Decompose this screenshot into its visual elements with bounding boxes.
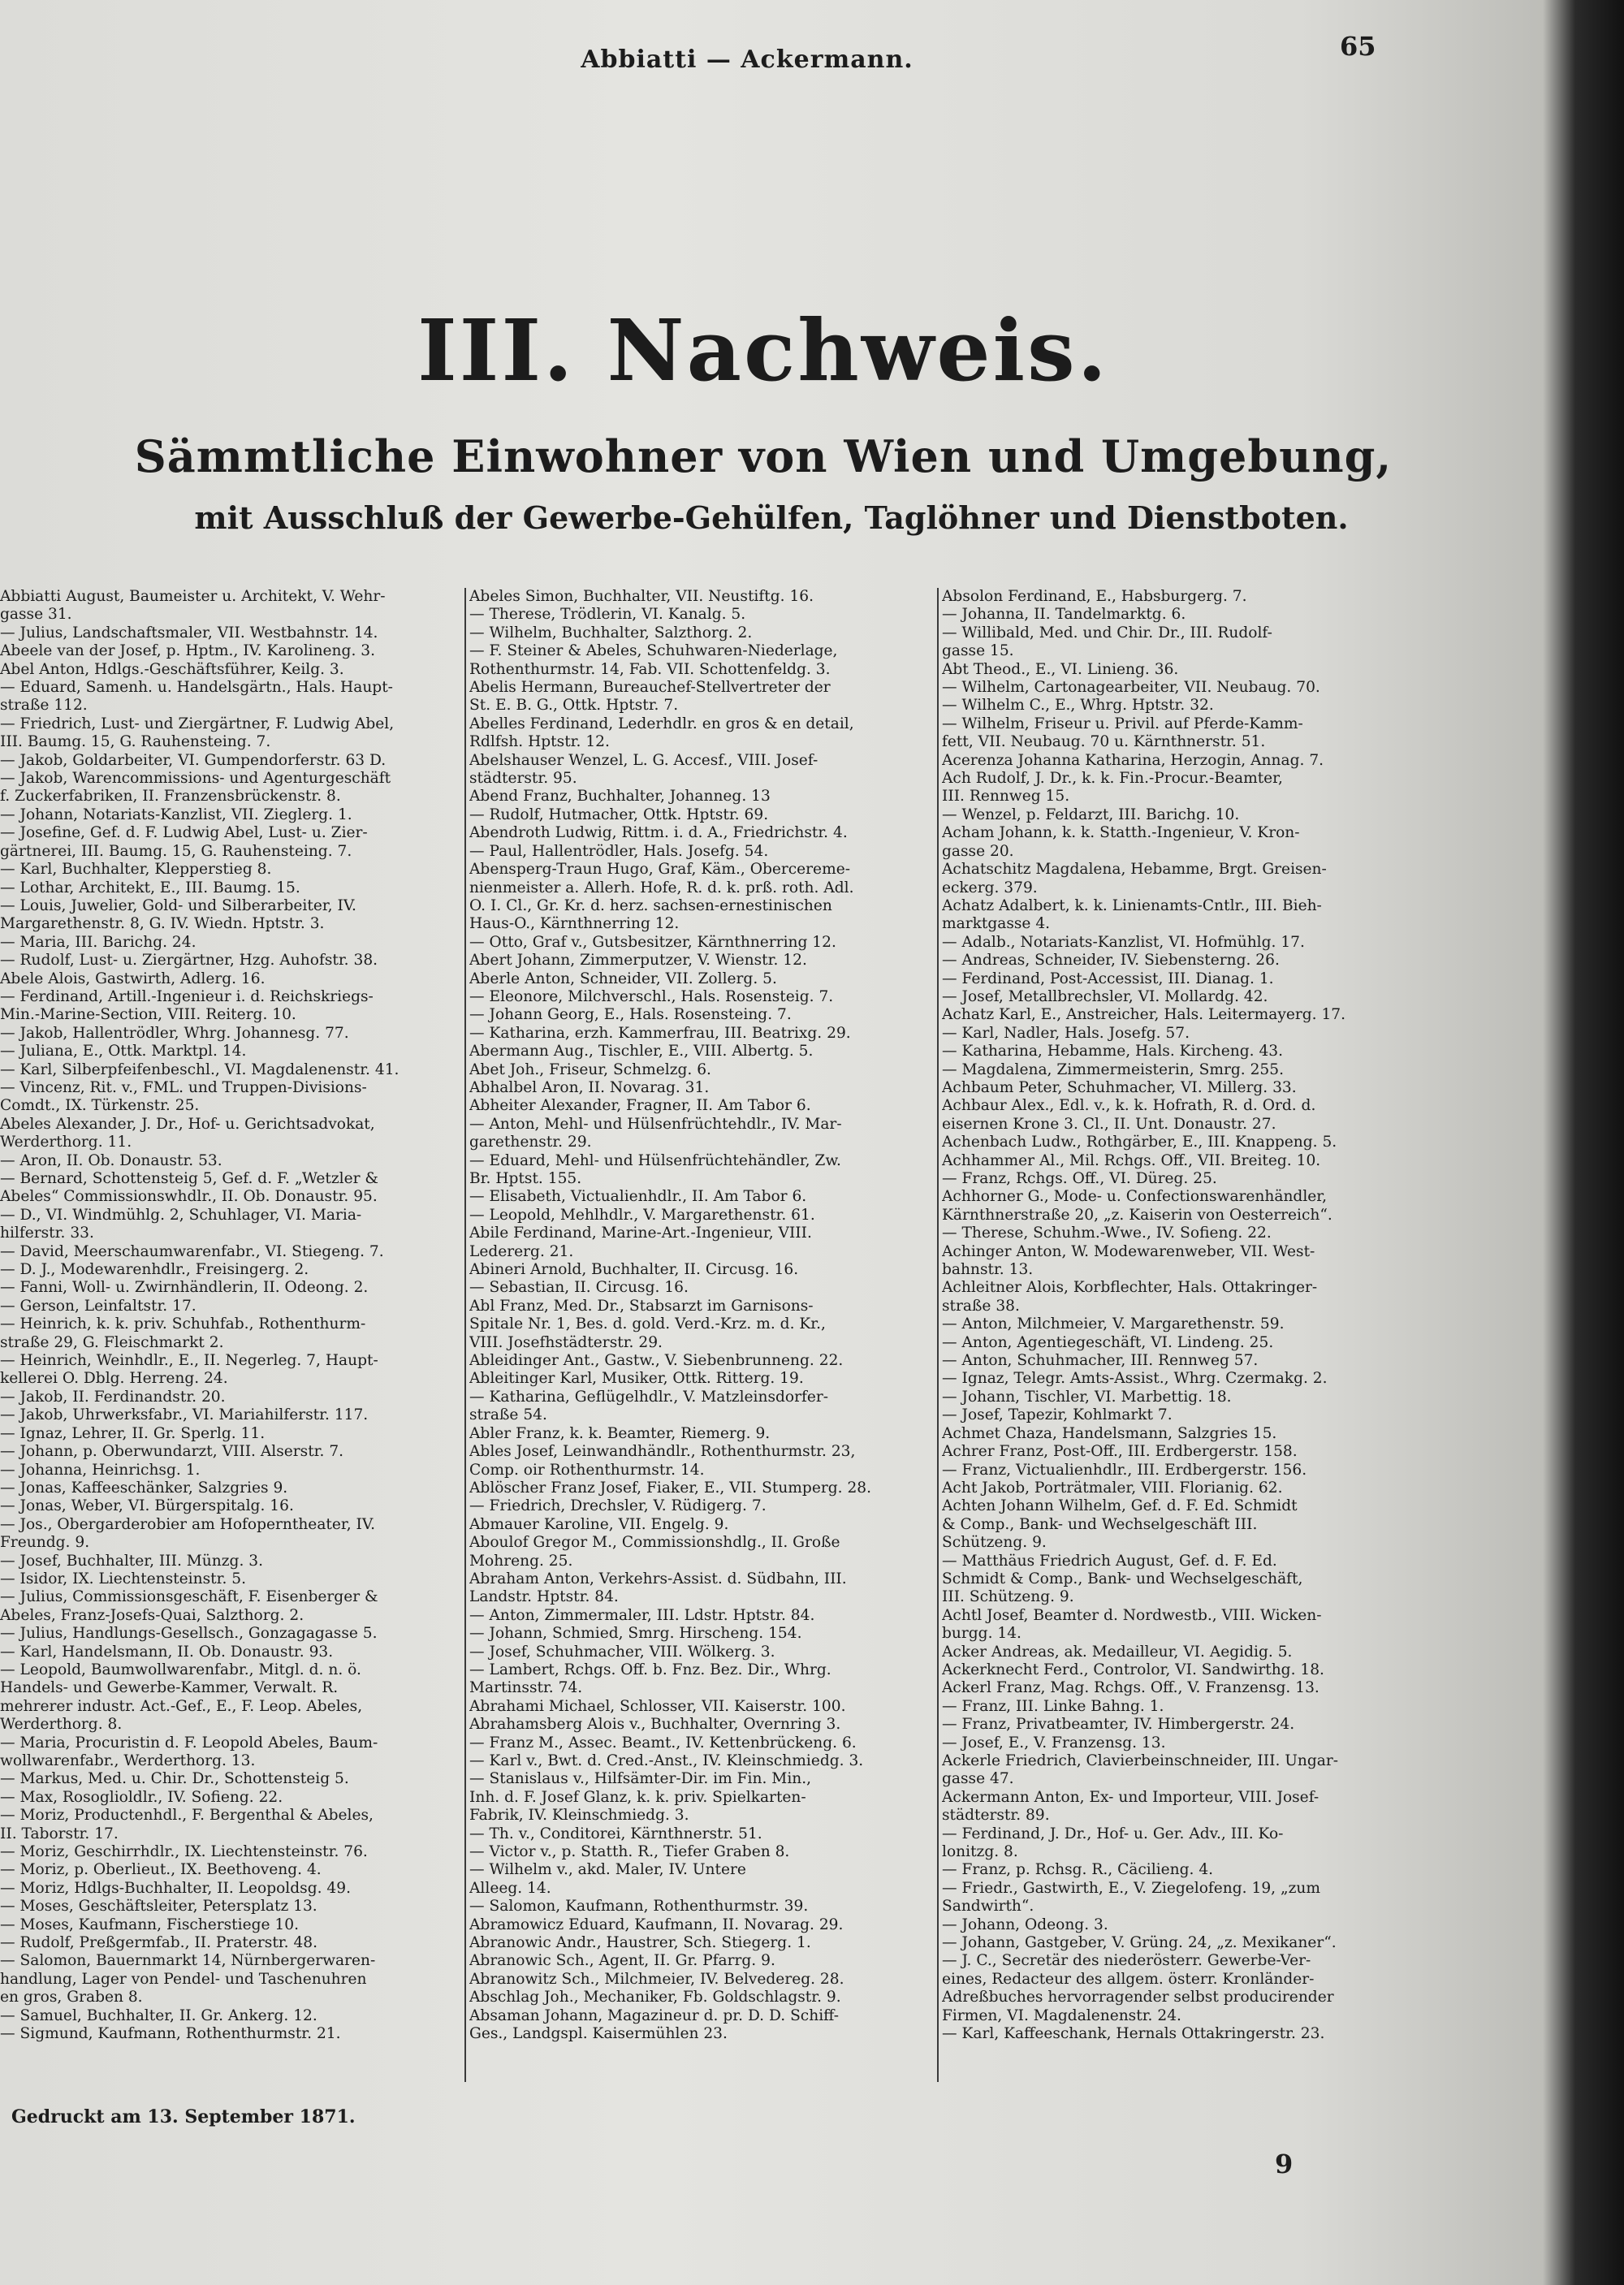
directory-entry-line: Achatschitz Magdalena, Hebamme, Brgt. Greisen-: [942, 861, 1327, 879]
directory-entry-line: — Andreas, Schneider, IV. Siebensterng. 26.: [942, 952, 1280, 970]
directory-entry-line: — Leopold, Mehlhdlr., V. Margarethenstr. 61.: [469, 1206, 815, 1224]
directory-entry-line: — Eleonore, Milchverschl., Hals. Rosensteig. 7.: [469, 987, 834, 1005]
directory-entry-line: — Jakob, II. Ferdinandstr. 20.: [0, 1388, 226, 1406]
directory-entry-line: — Jakob, Hallentrödler, Whrg. Johannesg. 77.: [0, 1024, 349, 1042]
directory-entry-line: Abeles Simon, Buchhalter, VII. Neustiftg. 16.: [469, 588, 814, 605]
directory-entry-line: Schützeng. 9.: [942, 1534, 1047, 1552]
directory-entry-line: — Rudolf, Hutmacher, Ottk. Hptstr. 69.: [469, 806, 769, 823]
directory-entry-line: Abheiter Alexander, Fragner, II. Am Tabor 6.: [469, 1097, 811, 1115]
directory-entry-line: Abrahamsberg Alois v., Buchhalter, Overnring 3.: [469, 1716, 841, 1734]
directory-entry-line: Abeles“ Commissionswhdlr., II. Ob. Donaustr. 95.: [0, 1188, 378, 1206]
directory-entry-line: — Franz, Rchgs. Off., VI. Düreg. 25.: [942, 1170, 1217, 1187]
directory-entry-line: nienmeister a. Allerh. Hofe, R. d. k. prß. roth. Adl.: [469, 879, 854, 896]
directory-entry-line: Abraham Anton, Verkehrs-Assist. d. Südbahn, III.: [469, 1570, 847, 1587]
directory-entry-line: Ablöscher Franz Josef, Fiaker, E., VII. Stumperg. 28.: [469, 1479, 872, 1497]
directory-entry-line: — Magdalena, Zimmermeisterin, Smrg. 255.: [942, 1060, 1284, 1078]
directory-entry-line: — Wilhelm, Friseur u. Privil. auf Pferde-Kamm-: [942, 715, 1303, 732]
section-subtitle: Sämmtliche Einwohner von Wien und Umgebung,: [134, 430, 1393, 482]
directory-entry-line: Abermann Aug., Tischler, E., VIII. Albertg. 5.: [469, 1043, 814, 1060]
directory-entry-line: — Leopold, Baumwollwarenfabr., Mitgl. d. n. ö.: [0, 1661, 361, 1678]
directory-entry-line: eckerg. 379.: [942, 879, 1038, 896]
directory-entry-line: Abramowicz Eduard, Kaufmann, II. Novarag. 29.: [469, 1916, 844, 1933]
directory-entry-line: — Gerson, Leinfaltstr. 17.: [0, 1297, 197, 1315]
directory-entry-line: Absaman Johann, Magazineur d. pr. D. D. Schiff-: [469, 2006, 839, 2024]
directory-entry-line: Ackermann Anton, Ex- und Importeur, VIII. Josef-: [942, 1788, 1320, 1806]
directory-entry-line: gärtnerei, III. Baumg. 15, G. Rauhensteing. 7.: [0, 842, 352, 860]
directory-entry-line: Ges., Landgspl. Kaisermühlen 23.: [469, 2025, 728, 2043]
directory-entry-line: — Therese, Schuhm.-Wwe., IV. Sofieng. 22.: [942, 1225, 1272, 1242]
directory-column-1: [0, 588, 461, 2082]
directory-entry-line: — Franz, p. Rchsg. R., Cäcilieng. 4.: [942, 1861, 1214, 1879]
directory-entry-line: Abeles Alexander, J. Dr., Hof- u. Gerichtsadvokat,: [0, 1115, 375, 1133]
directory-entry-line: Abrahami Michael, Schlosser, VII. Kaiserstr. 100.: [469, 1697, 846, 1715]
directory-entry-line: Abineri Arnold, Buchhalter, II. Circusg. 16.: [469, 1261, 799, 1279]
directory-entry-line: — Wenzel, p. Feldarzt, III. Barichg. 10.: [942, 806, 1240, 823]
directory-entry-line: handlung, Lager von Pendel- und Taschenuhren: [0, 1970, 367, 1988]
directory-entry-line: III. Baumg. 15, G. Rauhensteing. 7.: [0, 733, 271, 751]
directory-entry-line: — Johann, Notariats-Kanzlist, VII. Zieglerg. 1.: [0, 806, 352, 823]
directory-entry-line: & Comp., Bank- und Wechselgeschäft III.: [942, 1515, 1258, 1533]
directory-entry-line: — Moriz, Productenhdl., F. Bergenthal & Abeles,: [0, 1807, 374, 1825]
directory-entry-line: Alleeg. 14.: [469, 1879, 551, 1897]
directory-entry-line: Acerenza Johanna Katharina, Herzogin, Annag. 7.: [942, 751, 1324, 769]
column-rule: [937, 588, 939, 2082]
directory-entry-line: Achatz Karl, E., Anstreicher, Hals. Leitermayerg. 17.: [942, 1006, 1346, 1024]
directory-entry-line: — Julius, Landschaftsmaler, VII. Westbahnstr. 14.: [0, 624, 378, 641]
directory-entry-line: Ach Rudolf, J. Dr., k. k. Fin.-Procur.-Beamter,: [942, 770, 1283, 788]
directory-entry-line: Achenbach Ludw., Rothgärber, E., III. Knappeng. 5.: [942, 1134, 1337, 1151]
directory-entry-line: — Karl, Silberpfeifenbeschl., VI. Magdalenenstr. 41.: [0, 1060, 400, 1078]
directory-entry-line: — Jakob, Goldarbeiter, VI. Gumpendorferstr. 63 D.: [0, 751, 387, 769]
directory-entry-line: Abelis Hermann, Bureauchef-Stellvertreter der: [469, 679, 831, 697]
directory-entry-line: — Johann, Schmied, Smrg. Hirscheng. 154.: [469, 1625, 802, 1643]
directory-entry-line: Achbaur Alex., Edl. v., k. k. Hofrath, R. d. Ord. d.: [942, 1097, 1316, 1115]
directory-entry-line: Abbiatti August, Baumeister u. Architekt, V. Wehr-: [0, 588, 386, 605]
directory-entry-line: straße 112.: [0, 697, 88, 715]
directory-entry-line: — Ferdinand, J. Dr., Hof- u. Ger. Adv., III. Ko-: [942, 1825, 1284, 1842]
directory-entry-line: — Franz, Victualienhdlr., III. Erdbergerstr. 156.: [942, 1461, 1307, 1479]
directory-entry-line: — Julius, Handlungs-Gesellsch., Gonzagagasse 5.: [0, 1625, 378, 1643]
directory-entry-line: Abend Franz, Buchhalter, Johanneg. 13: [469, 788, 771, 806]
directory-entry-line: — Katharina, erzh. Kammerfrau, III. Beatrixg. 29.: [469, 1024, 851, 1042]
directory-entry-line: — Josef, E., V. Franzensg. 13.: [942, 1734, 1166, 1752]
directory-entry-line: — Ignaz, Lehrer, II. Gr. Sperlg. 11.: [0, 1424, 266, 1442]
directory-entry-line: — Paul, Hallentrödler, Hals. Josefg. 54.: [469, 842, 769, 860]
directory-entry-line: O. I. Cl., Gr. Kr. d. herz. sachsen-ernestinischen: [469, 896, 832, 914]
directory-entry-line: lonitzg. 8.: [942, 1843, 1018, 1861]
page-header: [0, 31, 1527, 80]
directory-entry-line: straße 38.: [942, 1297, 1020, 1315]
directory-entry-line: Inh. d. F. Josef Glanz, k. k. priv. Spielkarten-: [469, 1788, 806, 1806]
directory-entry-line: städterstr. 89.: [942, 1807, 1050, 1825]
directory-entry-line: Abranowic Andr., Haustrer, Sch. Stiegerg. 1.: [469, 1934, 811, 1952]
directory-entry-line: — Jakob, Warencommissions- und Agenturgeschäft: [0, 770, 391, 788]
directory-entry-line: — Sigmund, Kaufmann, Rothenthurmstr. 21.: [0, 2025, 341, 2043]
directory-entry-line: fett, VII. Neubaug. 70 u. Kärnthnerstr. 51.: [942, 733, 1266, 751]
directory-entry-line: — Jonas, Kaffeeschänker, Salzgries 9.: [0, 1479, 288, 1497]
directory-entry-line: — Friedrich, Drechsler, V. Rüdigerg. 7.: [469, 1497, 767, 1515]
directory-entry-line: Abensperg-Traun Hugo, Graf, Käm., Obercereme-: [469, 861, 850, 879]
directory-entry-line: Rothenthurmstr. 14, Fab. VII. Schottenfeldg. 3.: [469, 660, 831, 678]
directory-entry-line: Ackerknecht Ferd., Controlor, VI. Sandwirthg. 18.: [942, 1661, 1324, 1678]
directory-entry-line: Abel Anton, Hdlgs.-Geschäftsführer, Keilg. 3.: [0, 660, 344, 678]
directory-entry-line: — Johann, Odeong. 3.: [942, 1916, 1108, 1933]
directory-entry-line: — Victor v., p. Statth. R., Tiefer Graben 8.: [469, 1843, 790, 1861]
directory-entry-line: Werderthorg. 8.: [0, 1716, 123, 1734]
directory-entry-line: straße 54.: [469, 1406, 547, 1424]
directory-entry-line: Achtl Josef, Beamter d. Nordwestb., VIII. Wicken-: [942, 1606, 1322, 1624]
directory-entry-line: II. Taborstr. 17.: [0, 1825, 119, 1842]
directory-entry-line: — Johann Georg, E., Hals. Rosensteing. 7.: [469, 1006, 792, 1024]
directory-entry-line: — Markus, Med. u. Chir. Dr., Schottensteig 5.: [0, 1770, 349, 1788]
directory-entry-line: Achhammer Al., Mil. Rchgs. Off., VII. Breiteg. 10.: [942, 1151, 1321, 1169]
directory-entry-line: — Fanni, Woll- u. Zwirnhändlerin, II. Odeong. 2.: [0, 1279, 369, 1297]
directory-entry-line: — Anton, Zimmermaler, III. Ldstr. Hptstr. 84.: [469, 1606, 815, 1624]
directory-entry-line: Ableidinger Ant., Gastw., V. Siebenbrunneng. 22.: [469, 1352, 844, 1370]
directory-entry-line: — Ignaz, Telegr. Amts-Assist., Whrg. Czermakg. 2.: [942, 1370, 1328, 1388]
directory-entry-line: Abhalbel Aron, II. Novarag. 31.: [469, 1078, 710, 1096]
directory-entry-line: — Josef, Metallbrechsler, VI. Mollardg. 42.: [942, 987, 1268, 1005]
running-title: Abbiatti — Ackermann.: [581, 45, 914, 74]
directory-entry-line: straße 29, G. Fleischmarkt 2.: [0, 1333, 224, 1351]
directory-entry-line: — Rudolf, Preßgermfab., II. Praterstr. 48.: [0, 1934, 318, 1952]
directory-entry-line: — Moses, Geschäftsleiter, Petersplatz 13.: [0, 1898, 317, 1916]
directory-entry-line: — Wilhelm v., akd. Maler, IV. Untere: [469, 1861, 746, 1879]
directory-entry-line: Margarethenstr. 8, G. IV. Wiedn. Hptstr. 3.: [0, 915, 325, 933]
directory-entry-line: — Aron, II. Ob. Donaustr. 53.: [0, 1151, 222, 1169]
directory-entry-line: — Heinrich, k. k. priv. Schuhfab., Rothenthurm-: [0, 1315, 366, 1333]
directory-entry-line: Min.-Marine-Section, VIII. Reiterg. 10.: [0, 1006, 296, 1024]
directory-entry-line: — Friedr., Gastwirth, E., V. Ziegelofeng. 19, „zum: [942, 1879, 1321, 1897]
directory-entry-line: mehrerer industr. Act.-Gef., E., F. Leop. Abeles,: [0, 1697, 363, 1715]
directory-entry-line: Achrer Franz, Post-Off., III. Erdbergerstr. 158.: [942, 1443, 1298, 1461]
directory-entry-line: eines, Redacteur des allgem. österr. Kronländer-: [942, 1970, 1315, 1988]
directory-entry-line: Achinger Anton, W. Modewarenweber, VII. West-: [942, 1242, 1315, 1260]
directory-entry-line: — Lothar, Architekt, E., III. Baumg. 15.: [0, 879, 300, 896]
directory-entry-line: Ackerl Franz, Mag. Rchgs. Off., V. Franzensg. 13.: [942, 1679, 1320, 1697]
directory-entry-line: — Moriz, p. Oberlieut., IX. Beethoveng. 4.: [0, 1861, 322, 1879]
directory-entry-line: — Wilhelm, Cartonagearbeiter, VII. Neubaug. 70.: [942, 679, 1320, 697]
page-number: 65: [1340, 31, 1376, 62]
directory-entry-line: — Katharina, Geflügelhdlr., V. Matzleinsdorfer-: [469, 1388, 829, 1406]
directory-entry-line: — Karl, Handelsmann, II. Ob. Donaustr. 93.: [0, 1643, 334, 1661]
directory-entry-line: Schmidt & Comp., Bank- und Wechselgeschäft,: [942, 1570, 1303, 1587]
directory-entry-line: — Johanna, II. Tandelmarktg. 6.: [942, 606, 1186, 624]
directory-entry-line: Abeles, Franz-Josefs-Quai, Salzthorg. 2.: [0, 1606, 304, 1624]
directory-entry-line: Abl Franz, Med. Dr., Stabsarzt im Garnisons-: [469, 1297, 814, 1315]
directory-entry-line: Abelshauser Wenzel, L. G. Accesf., VIII. Josef-: [469, 751, 818, 769]
directory-entry-line: Fabrik, IV. Kleinschmiedg. 3.: [469, 1807, 689, 1825]
directory-entry-line: Freundg. 9.: [0, 1534, 90, 1552]
directory-entry-line: Achatz Adalbert, k. k. Linienamts-Cntlr., III. Bieh-: [942, 896, 1322, 914]
directory-entry-line: Abelles Ferdinand, Lederhdlr. en gros & en detail,: [469, 715, 854, 732]
directory-entry-line: — Anton, Milchmeier, V. Margarethenstr. 59.: [942, 1315, 1285, 1333]
directory-entry-line: Abschlag Joh., Mechaniker, Fb. Goldschlagstr. 9.: [469, 1989, 841, 2006]
directory-entry-line: Abendroth Ludwig, Rittm. i. d. A., Friedrichstr. 4.: [469, 824, 848, 842]
directory-entry-line: Acham Johann, k. k. Statth.-Ingenieur, V. Kron-: [942, 824, 1300, 842]
directory-entry-line: Ackerle Friedrich, Clavierbeinschneider, III. Ungar-: [942, 1752, 1339, 1769]
directory-entry-line: Achleitner Alois, Korbflechter, Hals. Ottakringer-: [942, 1279, 1318, 1297]
directory-entry-line: — Johanna, Heinrichsg. 1.: [0, 1461, 201, 1479]
directory-entry-line: gasse 47.: [942, 1770, 1014, 1788]
directory-entry-line: wollwarenfabr., Werderthorg. 13.: [0, 1752, 256, 1769]
directory-entry-line: — Karl v., Bwt. d. Cred.-Anst., IV. Kleinschmiedg. 3.: [469, 1752, 864, 1769]
directory-entry-line: — Th. v., Conditorei, Kärnthnerstr. 51.: [469, 1825, 762, 1842]
directory-entry-line: St. E. B. G., Ottk. Hptstr. 7.: [469, 697, 679, 715]
directory-entry-line: Aboulof Gregor M., Commissionshdlg., II. Große: [469, 1534, 840, 1552]
directory-entry-line: — Anton, Schuhmacher, III. Rennweg 57.: [942, 1352, 1259, 1370]
directory-entry-line: Landstr. Hptstr. 84.: [469, 1588, 619, 1606]
directory-entry-line: Adreßbuches hervorragender selbst producirender: [942, 1989, 1334, 2006]
directory-entry-line: Comp. oir Rothenthurmstr. 14.: [469, 1461, 705, 1479]
directory-entry-line: gasse 15.: [942, 642, 1014, 660]
directory-entry-line: — David, Meerschaumwarenfabr., VI. Stiegeng. 7.: [0, 1242, 384, 1260]
directory-entry-line: en gros, Graben 8.: [0, 1989, 143, 2006]
directory-entry-line: — Karl, Nadler, Hals. Josefg. 57.: [942, 1024, 1190, 1042]
directory-entry-line: — Salomon, Kaufmann, Rothenthurmstr. 39.: [469, 1898, 809, 1916]
directory-entry-line: Abler Franz, k. k. Beamter, Riemerg. 9.: [469, 1424, 771, 1442]
directory-entry-line: — Louis, Juwelier, Gold- und Silberarbeiter, IV.: [0, 896, 356, 914]
directory-entry-line: — Matthäus Friedrich August, Gef. d. F. Ed.: [942, 1552, 1277, 1570]
directory-entry-line: Achmet Chaza, Handelsmann, Salzgries 15.: [942, 1424, 1277, 1442]
directory-column-2: [469, 588, 931, 2082]
directory-entry-line: — Friedrich, Lust- und Ziergärtner, F. Ludwig Abel,: [0, 715, 395, 732]
directory-entry-line: Rdlfsh. Hptstr. 12.: [469, 733, 610, 751]
directory-entry-line: Martinsstr. 74.: [469, 1679, 583, 1697]
signature-mark: 9: [1275, 2149, 1294, 2179]
directory-entry-line: — Franz, III. Linke Bahng. 1.: [942, 1697, 1164, 1715]
directory-entry-line: f. Zuckerfabriken, II. Franzensbrückenstr. 8.: [0, 788, 341, 806]
directory-entry-line: Achten Johann Wilhelm, Gef. d. F. Ed. Schmidt: [942, 1497, 1298, 1515]
directory-entry-line: Haus-O., Kärnthnerring 12.: [469, 915, 680, 933]
directory-entry-line: Ables Josef, Leinwandhändlr., Rothenthurmstr. 23,: [469, 1443, 856, 1461]
directory-entry-line: Absolon Ferdinand, E., Habsburgerg. 7.: [942, 588, 1247, 605]
directory-entry-line: Abet Joh., Friseur, Schmelzg. 6.: [469, 1060, 711, 1078]
directory-entry-line: — Elisabeth, Victualienhdlr., II. Am Tabor 6.: [469, 1188, 807, 1206]
directory-entry-line: — Jos., Obergarderobier am Hofoperntheater, IV.: [0, 1515, 375, 1533]
directory-entry-line: — Franz, Privatbeamter, IV. Himbergerstr. 24.: [942, 1716, 1295, 1734]
directory-entry-line: — Jakob, Uhrwerksfabr., VI. Mariahilferstr. 117.: [0, 1406, 369, 1424]
directory-entry-line: Spitale Nr. 1, Bes. d. gold. Verd.-Krz. m. d. Kr.,: [469, 1315, 826, 1333]
section-subtitle-secondary: mit Ausschluß der Gewerbe-Gehülfen, Taglöhner und Dienstboten.: [194, 499, 1349, 536]
directory-column-3: [942, 588, 1403, 2082]
directory-entry-line: städterstr. 95.: [469, 770, 577, 788]
directory-entry-line: — Josef, Buchhalter, III. Münzg. 3.: [0, 1552, 264, 1570]
directory-entry-line: III. Rennweg 15.: [942, 788, 1070, 806]
directory-entry-line: Ableitinger Karl, Musiker, Ottk. Ritterg. 19.: [469, 1370, 804, 1388]
directory-entry-line: Achhorner G., Mode- u. Confectionswarenhändler,: [942, 1188, 1328, 1206]
section-title: III. Nachweis.: [417, 300, 1109, 400]
directory-entry-line: — Jonas, Weber, VI. Bürgerspitalg. 16.: [0, 1497, 294, 1515]
directory-entry-line: garethenstr. 29.: [469, 1134, 592, 1151]
directory-entry-line: — Otto, Graf v., Gutsbesitzer, Kärnthnerring 12.: [469, 933, 836, 951]
directory-entry-line: — Josef, Schuhmacher, VIII. Wölkerg. 3.: [469, 1643, 775, 1661]
directory-entry-line: — Katharina, Hebamme, Hals. Kircheng. 43.: [942, 1043, 1284, 1060]
directory-entry-line: — Eduard, Samenh. u. Handelsgärtn., Hals. Haupt-: [0, 679, 393, 697]
directory-entry-line: Ledererg. 21.: [469, 1242, 574, 1260]
directory-entry-line: Acht Jakob, Porträtmaler, VIII. Florianig. 62.: [942, 1479, 1283, 1497]
directory-entry-line: — Adalb., Notariats-Kanzlist, VI. Hofmühlg. 17.: [942, 933, 1305, 951]
directory-entry-line: Abranowic Sch., Agent, II. Gr. Pfarrg. 9.: [469, 1952, 775, 1970]
directory-entry-line: Abranowitz Sch., Milchmeier, IV. Belvedereg. 28.: [469, 1970, 844, 1988]
directory-entry-line: — Maria, Procuristin d. F. Leopold Abeles, Baum-: [0, 1734, 378, 1752]
directory-entry-line: Abeele van der Josef, p. Hptm., IV. Karolineng. 3.: [0, 642, 376, 660]
directory-entry-line: — Rudolf, Lust- u. Ziergärtner, Hzg. Auhofstr. 38.: [0, 952, 378, 970]
directory-entry-line: gasse 31.: [0, 606, 72, 624]
directory-entry-line: VIII. Josefhstädterstr. 29.: [469, 1333, 663, 1351]
directory-entry-line: Abele Alois, Gastwirth, Adlerg. 16.: [0, 970, 266, 987]
directory-entry-line: Sandwirth“.: [942, 1898, 1034, 1916]
directory-entry-line: — Stanislaus v., Hilfsämter-Dir. im Fin. Min.,: [469, 1770, 812, 1788]
directory-entry-line: — Moses, Kaufmann, Fischerstiege 10.: [0, 1916, 299, 1933]
directory-entry-line: burgg. 14.: [942, 1625, 1021, 1643]
directory-entry-line: — Willibald, Med. und Chir. Dr., III. Rudolf-: [942, 624, 1272, 641]
directory-entry-line: — Moriz, Geschirrhdlr., IX. Liechtensteinstr. 76.: [0, 1843, 368, 1861]
directory-entry-line: — Anton, Agentiegeschäft, VI. Lindeng. 25.: [942, 1333, 1274, 1351]
directory-entry-line: Werderthorg. 11.: [0, 1134, 132, 1151]
directory-entry-line: — Josefine, Gef. d. F. Ludwig Abel, Lust- u. Zier-: [0, 824, 368, 842]
directory-entry-line: Firmen, VI. Magdalenenstr. 24.: [942, 2006, 1181, 2024]
directory-entry-line: bahnstr. 13.: [942, 1261, 1034, 1279]
directory-entry-line: — Karl, Kaffeeschank, Hernals Ottakringerstr. 23.: [942, 2025, 1325, 2043]
directory-entry-line: III. Schützeng. 9.: [942, 1588, 1074, 1606]
directory-entry-line: gasse 20.: [942, 842, 1014, 860]
directory-entry-line: marktgasse 4.: [942, 915, 1051, 933]
directory-entry-line: — Eduard, Mehl- und Hülsenfrüchtehändler, Zw.: [469, 1151, 841, 1169]
directory-entry-line: Abmauer Karoline, VII. Engelg. 9.: [469, 1515, 729, 1533]
directory-entry-line: — J. C., Secretär des niederösterr. Gewerbe-Ver-: [942, 1952, 1311, 1970]
directory-entry-line: Abert Johann, Zimmerputzer, V. Wienstr. 12.: [469, 952, 807, 970]
directory-entry-line: kellerei O. Dblg. Herreng. 24.: [0, 1370, 228, 1388]
directory-entry-line: — Juliana, E., Ottk. Marktpl. 14.: [0, 1043, 247, 1060]
directory-entry-line: — Ferdinand, Post-Accessist, III. Dianag. 1.: [942, 970, 1274, 987]
directory-entry-line: — Therese, Trödlerin, VI. Kanalg. 5.: [469, 606, 746, 624]
directory-entry-line: — Franz M., Assec. Beamt., IV. Kettenbrückeng. 6.: [469, 1734, 857, 1752]
directory-entry-line: — Wilhelm C., E., Whrg. Hptstr. 32.: [942, 697, 1214, 715]
directory-entry-line: — Bernard, Schottensteig 5, Gef. d. F. „Wetzler &: [0, 1170, 378, 1187]
print-date-footer: Gedruckt am 13. September 1871.: [11, 2106, 356, 2127]
directory-entry-line: — Johann, p. Oberwundarzt, VIII. Alserstr. 7.: [0, 1443, 344, 1461]
directory-entry-line: eisernen Krone 3. Cl., II. Unt. Donaustr. 27.: [942, 1115, 1276, 1133]
directory-entry-line: — Maria, III. Barichg. 24.: [0, 933, 197, 951]
directory-entry-line: Handels- und Gewerbe-Kammer, Verwalt. R.: [0, 1679, 339, 1697]
directory-entry-line: Abt Theod., E., VI. Linieng. 36.: [942, 660, 1179, 678]
directory-entry-line: — Karl, Buchhalter, Klepperstieg 8.: [0, 861, 272, 879]
directory-entry-line: Aberle Anton, Schneider, VII. Zollerg. 5.: [469, 970, 777, 987]
directory-entry-line: Acker Andreas, ak. Medailleur, VI. Aegidig. 5.: [942, 1643, 1293, 1661]
directory-entry-line: Comdt., IX. Türkenstr. 25.: [0, 1097, 200, 1115]
directory-entry-line: Br. Hptst. 155.: [469, 1170, 582, 1187]
directory-entry-line: — Samuel, Buchhalter, II. Gr. Ankerg. 12.: [0, 2006, 317, 2024]
directory-entry-line: Kärnthnerstraße 20, „z. Kaiserin von Oesterreich“.: [942, 1206, 1332, 1224]
directory-entry-line: — Heinrich, Weinhdlr., E., II. Negerleg. 7, Haupt-: [0, 1352, 378, 1370]
directory-entry-line: — Josef, Tapezir, Kohlmarkt 7.: [942, 1406, 1173, 1424]
directory-entry-line: — Julius, Commissionsgeschäft, F. Eisenberger &: [0, 1588, 378, 1606]
directory-entry-line: — F. Steiner & Abeles, Schuhwaren-Niederlage,: [469, 642, 838, 660]
directory-entry-line: hilferstr. 33.: [0, 1225, 94, 1242]
column-rule: [464, 588, 466, 2082]
directory-entry-line: — Vincenz, Rit. v., FML. und Truppen-Divisions-: [0, 1078, 367, 1096]
directory-entry-line: — Johann, Gastgeber, V. Grüng. 24, „z. Mexikaner“.: [942, 1934, 1337, 1952]
directory-entry-line: — Sebastian, II. Circusg. 16.: [469, 1279, 689, 1297]
directory-entry-line: — Isidor, IX. Liechtensteinstr. 5.: [0, 1570, 247, 1587]
directory-entry-line: — Lambert, Rchgs. Off. b. Fnz. Bez. Dir., Whrg.: [469, 1661, 831, 1678]
directory-entry-line: — Max, Rosoglioldlr., IV. Sofieng. 22.: [0, 1788, 283, 1806]
directory-entry-line: Achbaum Peter, Schuhmacher, VI. Millerg. 33.: [942, 1078, 1297, 1096]
directory-entry-line: — Wilhelm, Buchhalter, Salzthorg. 2.: [469, 624, 753, 641]
directory-entry-line: Mohreng. 25.: [469, 1552, 573, 1570]
directory-entry-line: — D. J., Modewarenhdlr., Freisingerg. 2.: [0, 1261, 309, 1279]
directory-entry-line: — Ferdinand, Artill.-Ingenieur i. d. Reichskriegs-: [0, 987, 374, 1005]
directory-entry-line: Abile Ferdinand, Marine-Art.-Ingenieur, VIII.: [469, 1225, 812, 1242]
directory-entry-line: — Johann, Tischler, VI. Marbettig. 18.: [942, 1388, 1232, 1406]
directory-entry-line: — Salomon, Bauernmarkt 14, Nürnbergerwaren-: [0, 1952, 376, 1970]
directory-entry-line: — D., VI. Windmühlg. 2, Schuhlager, VI. Maria-: [0, 1206, 362, 1224]
directory-entry-line: — Anton, Mehl- und Hülsenfrüchtehdlr., IV. Mar-: [469, 1115, 842, 1133]
directory-entry-line: — Moriz, Hdlgs-Buchhalter, II. Leopoldsg. 49.: [0, 1879, 351, 1897]
